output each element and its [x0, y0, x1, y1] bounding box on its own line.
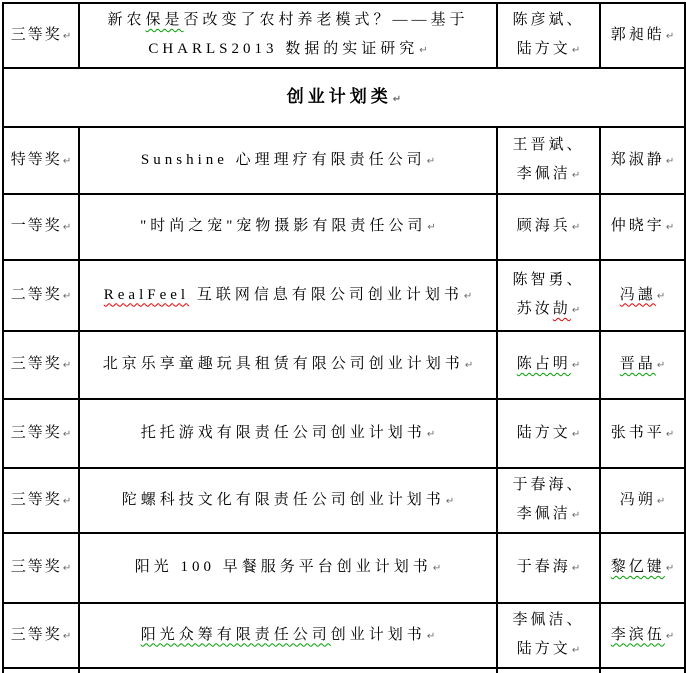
- paragraph-mark: ↵: [426, 630, 436, 642]
- advisor-cell: [600, 331, 685, 399]
- advisor-name: 郑淑静: [610, 151, 665, 168]
- award-cell: [3, 194, 79, 260]
- member-name: 王晋斌、: [512, 137, 585, 153]
- members-cell: [497, 468, 600, 533]
- paragraph-mark: ↵: [656, 290, 666, 302]
- project-text: 托托游戏有限责任公司创业计划书: [140, 424, 426, 441]
- spellcheck-marked-text: 黎亿键: [610, 559, 665, 575]
- advisor-cell: [600, 603, 685, 668]
- paragraph-mark: ↵: [571, 428, 581, 440]
- paragraph-mark: ↵: [426, 155, 436, 167]
- advisor-cell: [600, 3, 685, 68]
- project-text: "时尚之宠"宠物摄影有限责任公司: [140, 218, 427, 234]
- award-cell: [3, 127, 79, 194]
- paragraph-mark: ↵: [62, 155, 72, 167]
- advisor-name: 冯朔: [619, 491, 656, 508]
- advisor-cell: [600, 260, 685, 331]
- table-row: [3, 260, 685, 331]
- project-text: Sunshine 心理理疗有限责任公司: [140, 151, 426, 168]
- advisor-cell: [600, 399, 685, 468]
- project-cell: [79, 533, 497, 603]
- paragraph-mark: ↵: [419, 45, 428, 56]
- paragraph-mark: ↵: [571, 563, 581, 574]
- member-name: 李佩洁: [516, 166, 571, 182]
- paragraph-mark: ↵: [665, 630, 675, 642]
- project-cell: [79, 603, 497, 668]
- advisor-cell: [600, 468, 685, 533]
- project-text: 新农: [107, 12, 146, 28]
- project-title-line1: [82, 6, 494, 35]
- award-label: 三等奖: [10, 626, 62, 643]
- paragraph-mark: ↵: [571, 45, 581, 56]
- table-row-partial: [3, 668, 685, 673]
- spellcheck-marked-text: 冯譓: [619, 286, 656, 303]
- members-cell: [497, 3, 600, 68]
- table-row: [3, 194, 685, 260]
- paragraph-mark: ↵: [62, 428, 72, 440]
- advisor-cell: [600, 194, 685, 260]
- paragraph-mark: ↵: [62, 495, 72, 507]
- paragraph-mark: ↵: [62, 30, 72, 42]
- award-label: 三等奖: [10, 26, 62, 43]
- paragraph-mark: ↵: [392, 93, 402, 105]
- table-row: [3, 331, 685, 399]
- paragraph-mark: ↵: [665, 222, 675, 233]
- members-cell: [497, 127, 600, 194]
- paragraph-mark: ↵: [665, 155, 675, 167]
- table-row: [3, 127, 685, 194]
- paragraph-mark: ↵: [571, 222, 581, 233]
- members-cell: [497, 603, 600, 668]
- award-cell: [3, 3, 79, 68]
- members-cell: [497, 331, 600, 399]
- project-cell: [79, 468, 497, 533]
- award-table: [2, 2, 686, 673]
- paragraph-mark: ↵: [571, 510, 581, 521]
- paragraph-mark: ↵: [62, 563, 72, 574]
- award-cell: [3, 603, 79, 668]
- member-name: 陆方文: [516, 641, 571, 657]
- advisor-name: 仲晓宇: [610, 218, 665, 234]
- project-cell: [79, 331, 497, 399]
- paragraph-mark: ↵: [665, 428, 675, 440]
- spellcheck-marked-text: 阳光众筹有限责任公司: [140, 626, 331, 643]
- project-title-line2: [82, 35, 494, 65]
- paragraph-mark: ↵: [571, 170, 581, 181]
- paragraph-mark: ↵: [571, 645, 581, 656]
- paragraph-mark: ↵: [427, 222, 436, 233]
- members-cell: [497, 668, 600, 673]
- member-name: 李佩洁: [516, 506, 571, 522]
- paragraph-mark: ↵: [463, 290, 473, 302]
- member-name: 陈彦斌、: [512, 12, 585, 28]
- project-cell: [79, 399, 497, 468]
- table-row: [3, 3, 685, 68]
- paragraph-mark: ↵: [62, 290, 72, 302]
- member-name: 陆方文: [516, 41, 571, 57]
- member-name: 陈智勇、: [512, 272, 585, 288]
- paragraph-mark: ↵: [62, 222, 72, 233]
- project-text: 创业计划书: [330, 626, 426, 643]
- paragraph-mark: ↵: [464, 360, 474, 371]
- advisor-cell: [600, 533, 685, 603]
- table-row: [3, 399, 685, 468]
- paragraph-mark: ↵: [656, 360, 666, 371]
- award-label: 一等奖: [10, 218, 62, 234]
- spellcheck-marked-text: 陈占明: [516, 356, 571, 372]
- paragraph-mark: ↵: [426, 428, 436, 440]
- award-label: 三等奖: [10, 356, 62, 372]
- award-label: 二等奖: [10, 286, 62, 303]
- advisor-cell: [600, 127, 685, 194]
- spellcheck-marked-text: RealFeel: [103, 286, 190, 303]
- spellcheck-marked-text: 李滨伍: [610, 626, 665, 643]
- member-name: 李佩洁、: [512, 612, 585, 628]
- spellcheck-marked-text: 晋晶: [619, 356, 656, 372]
- award-label: 三等奖: [10, 559, 62, 575]
- category-header-row: [3, 68, 685, 127]
- members-cell: [497, 399, 600, 468]
- member-name: 于春海: [516, 559, 571, 575]
- members-cell: [497, 533, 600, 603]
- paragraph-mark: ↵: [62, 630, 72, 642]
- project-text: 互联网信息有限公司创业计划书: [189, 286, 463, 303]
- members-cell: [497, 194, 600, 260]
- paragraph-mark: ↵: [665, 30, 675, 42]
- award-cell: [3, 533, 79, 603]
- member-name: 顾海兵: [516, 218, 571, 234]
- award-cell: [3, 668, 79, 673]
- project-cell: [79, 194, 497, 260]
- award-cell: [3, 468, 79, 533]
- advisor-name: 郭昶皓: [610, 26, 665, 43]
- members-cell: [497, 260, 600, 331]
- award-cell: [3, 260, 79, 331]
- paragraph-mark: ↵: [571, 360, 581, 371]
- project-text: 否改变了农村养老模式？——基于: [183, 12, 469, 28]
- project-cell: [79, 3, 497, 68]
- project-text: CHARLS2013 数据的实证研究: [148, 41, 419, 57]
- project-cell: [79, 260, 497, 331]
- paragraph-mark: ↵: [571, 305, 581, 316]
- spellcheck-marked-text: 保是: [145, 12, 184, 28]
- award-cell: [3, 331, 79, 399]
- table-row: [3, 533, 685, 603]
- spellcheck-marked-text: 劼: [552, 301, 571, 317]
- advisor-name: 张书平: [610, 424, 665, 441]
- paragraph-mark: ↵: [432, 563, 442, 574]
- project-cell: [79, 668, 497, 673]
- project-text: 陀螺科技文化有限责任公司创业计划书: [121, 491, 445, 508]
- award-label: 三等奖: [10, 491, 62, 508]
- member-name: 于春海、: [512, 477, 585, 493]
- paragraph-mark: ↵: [656, 495, 666, 507]
- award-cell: [3, 399, 79, 468]
- category-title: 创业计划类: [286, 86, 392, 106]
- paragraph-mark: ↵: [665, 563, 675, 574]
- project-cell: [79, 127, 497, 194]
- paragraph-mark: ↵: [445, 495, 455, 507]
- project-text: 阳光 100 早餐服务平台创业计划书: [134, 559, 432, 575]
- table-row: [3, 468, 685, 533]
- member-name: 苏汝: [516, 301, 553, 317]
- advisor-cell: [600, 668, 685, 673]
- category-header-cell: [3, 68, 685, 127]
- paragraph-mark: ↵: [62, 360, 72, 371]
- project-text: 北京乐享童趣玩具租赁有限公司创业计划书: [102, 356, 464, 372]
- award-label: 三等奖: [10, 424, 62, 441]
- award-label: 特等奖: [10, 151, 62, 168]
- member-name: 陆方文: [516, 424, 571, 441]
- table-row: [3, 603, 685, 668]
